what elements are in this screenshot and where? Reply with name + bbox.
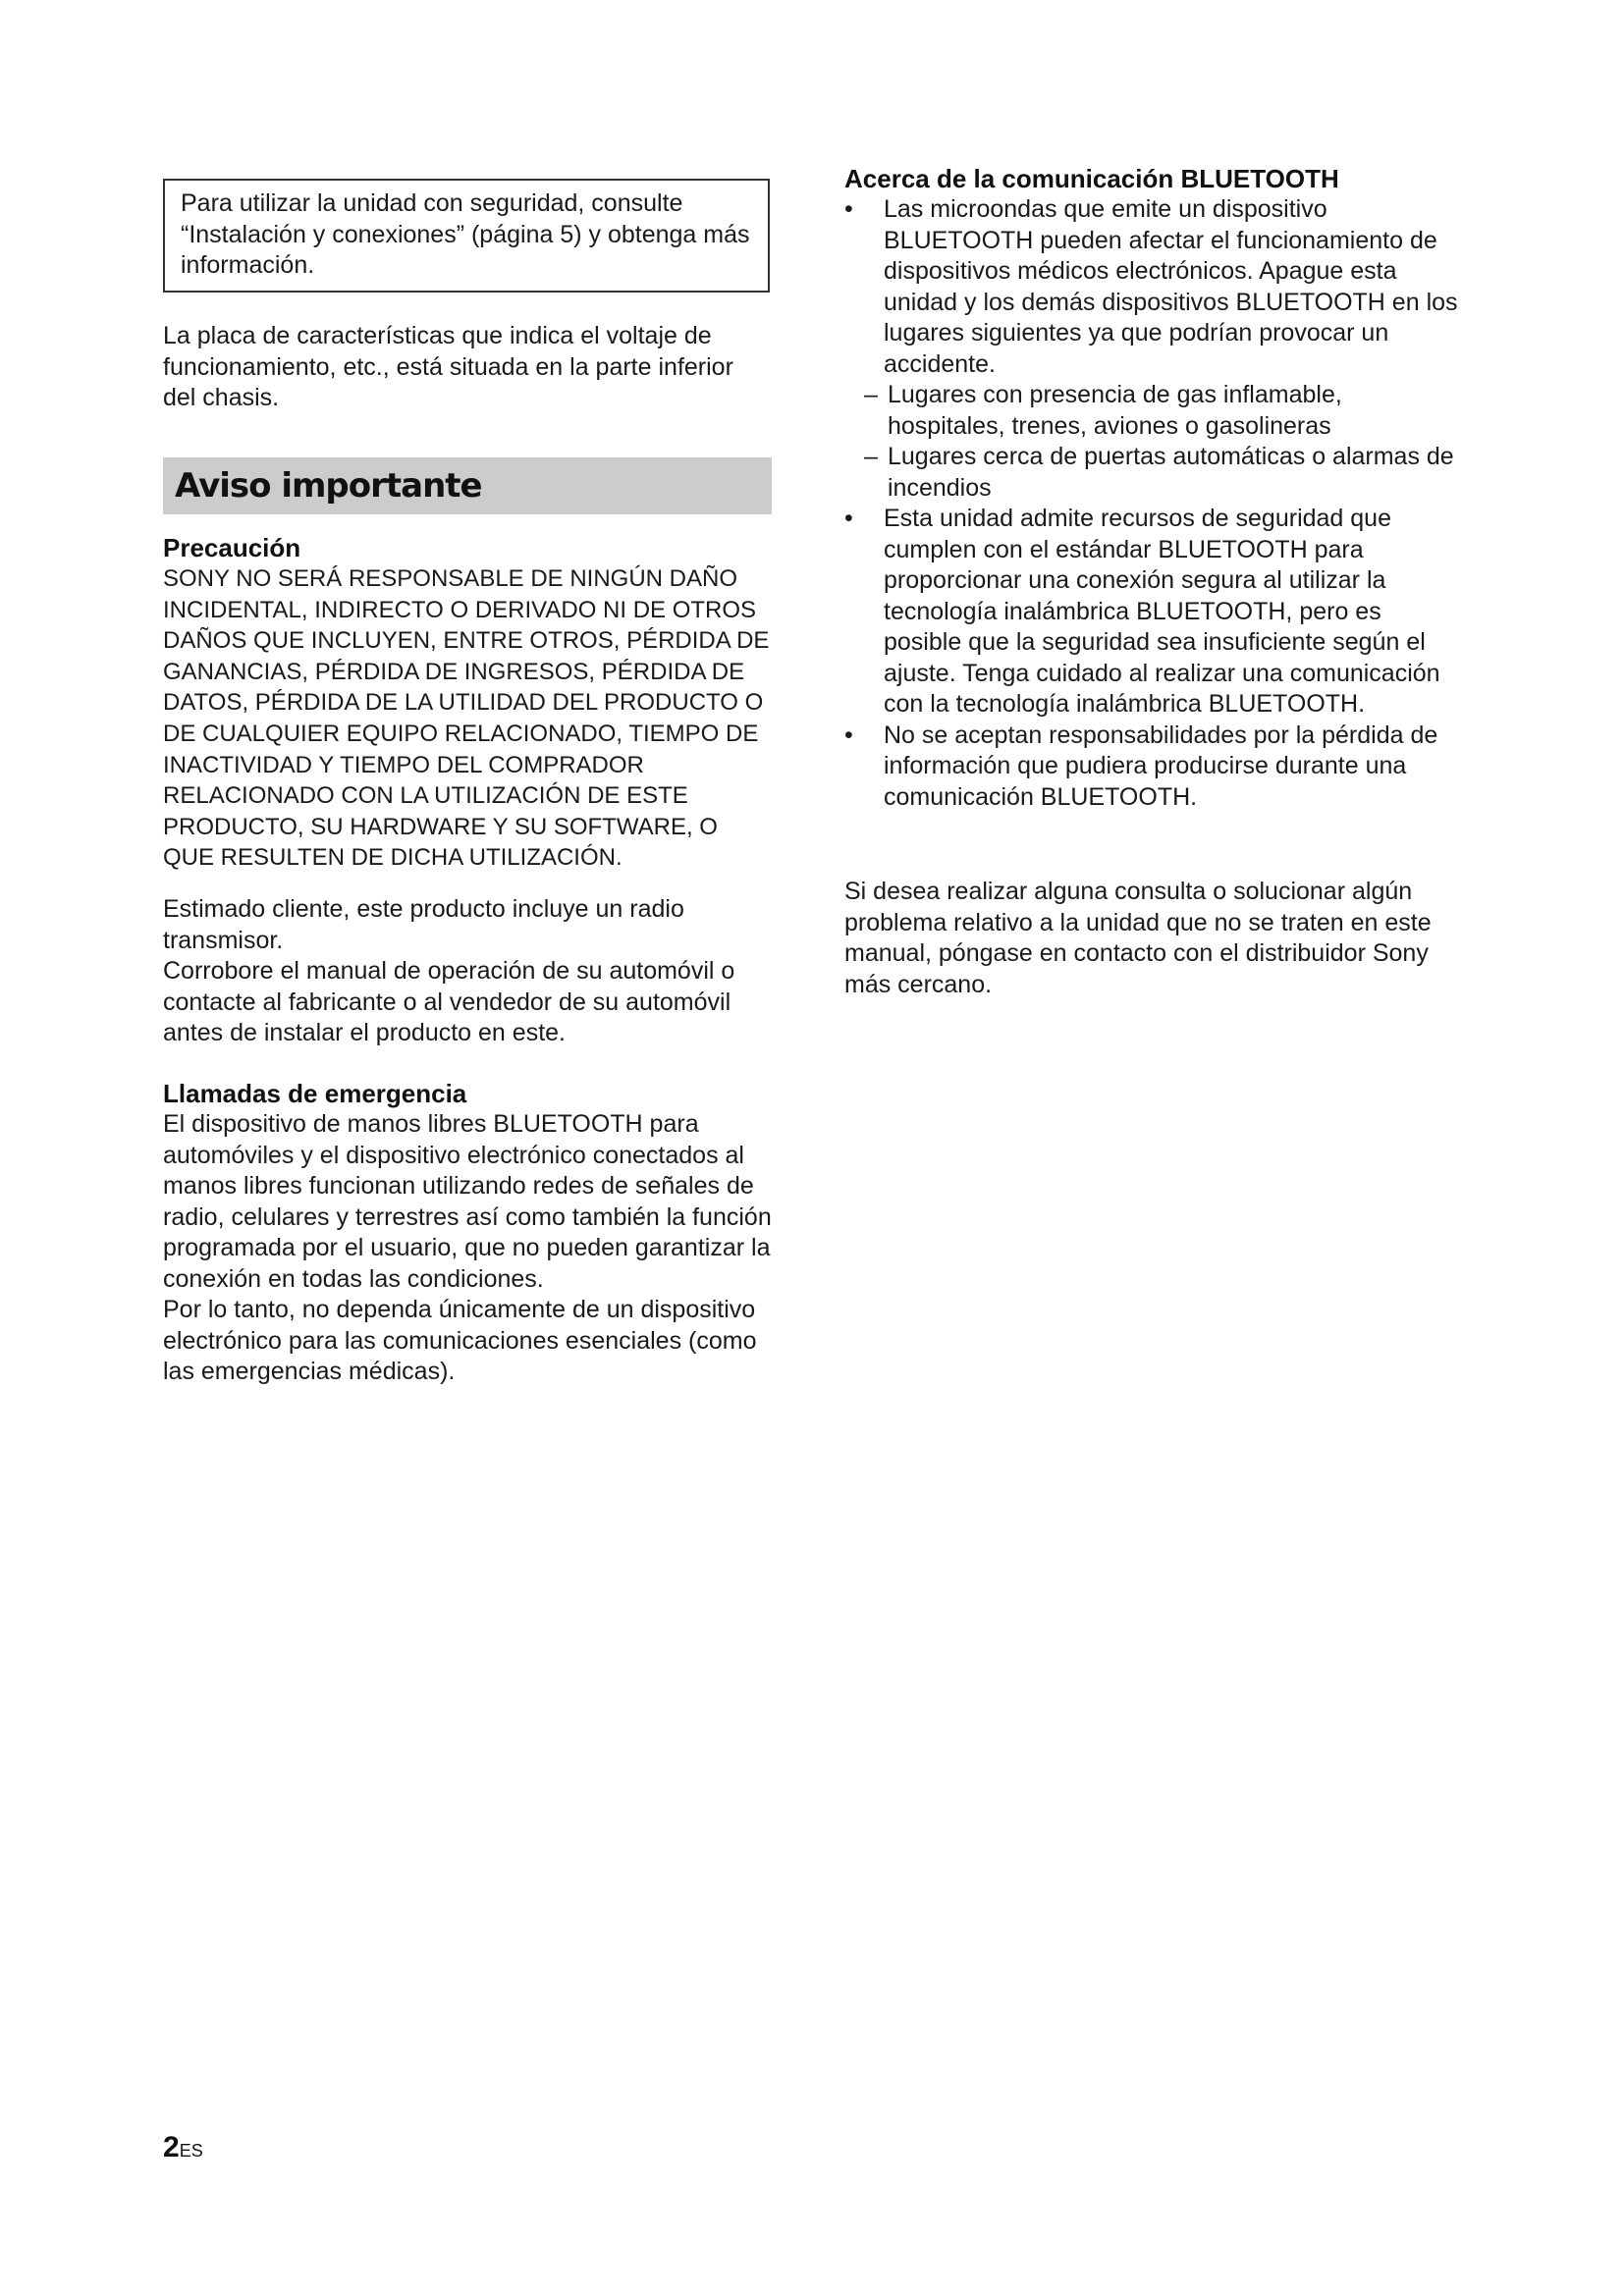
bluetooth-section: [844, 163, 1463, 813]
dash-icon: –: [864, 381, 878, 408]
list-item: [844, 504, 1463, 721]
list-item: [844, 194, 1463, 504]
bullet-text: Esta unidad admite recursos de seguridad que cumplen con el estándar BLUETOOTH para proporcionar una conexión segura al utilizar la tecnología inalámbrica BLUETOOTH, pero es posible que la seguridad sea insuficiente según el ajuste. Tenga cuidado al realizar una comunicación con la tecnología inalámbrica BLUETOOTH.: [884, 505, 1440, 718]
list-item: [844, 721, 1463, 814]
radio-transmitter-notice: [163, 894, 772, 1049]
support-contact-text: Si desea realizar alguna consulta o solucionar algún problema relativo a la unidad que no se traten en este manual, póngase en contacto con el distribuidor Sony más cercano.: [844, 878, 1432, 998]
page-language-code: ES: [179, 2141, 203, 2161]
bluetooth-heading: Acerca de la comunicación BLUETOOTH: [844, 164, 1339, 193]
vehicle-manual-paragraph: Corrobore el manual de operación de su automóvil o contacte al fabricante o al vendedor de su automóvil antes de instalar el producto en este.: [163, 957, 735, 1046]
safety-notice-box: [163, 179, 770, 293]
emergency-calls-heading: Llamadas de emergencia: [163, 1079, 467, 1108]
bullet-text: Las microondas que emite un dispositivo BLUETOOTH pueden afectar el funcionamiento de dispositivos médicos electrónicos. Apague esta unidad y los demás dispositivos BLUETOOTH en los lugares siguientes ya que podrían provocar un accidente.: [884, 195, 1458, 378]
bullet-icon: •: [844, 195, 853, 223]
sub-item-text: Lugares cerca de puertas automáticas o alarmas de incendios: [888, 443, 1454, 502]
section-title: Aviso importante: [175, 466, 482, 506]
precaution-heading: Precaución: [163, 533, 301, 562]
bullet-icon: •: [844, 721, 853, 749]
dash-icon: –: [864, 443, 878, 470]
customer-notice-paragraph: Estimado cliente, este producto incluye un radio transmisor.: [163, 895, 684, 954]
location-sub-list: [864, 380, 1463, 504]
safety-notice-text: Para utilizar la unidad con seguridad, consulte “Instalación y conexiones” (página 5) y obtenga más información.: [181, 189, 750, 279]
bullet-icon: •: [844, 505, 853, 532]
emergency-calls-paragraph-2: Por lo tanto, no dependa únicamente de un dispositivo electrónico para las comunicaciones esenciales (como las emergencias médicas).: [163, 1296, 757, 1385]
list-item: [864, 380, 1463, 442]
section-header: [163, 457, 772, 514]
page-number-value: 2: [163, 2131, 180, 2163]
precaution-text: SONY NO SERÁ RESPONSABLE DE NINGÚN DAÑO INCIDENTAL, INDIRECTO O DERIVADO NI DE OTROS DAÑOS QUE INCLUYEN, ENTRE OTROS, PÉRDIDA DE GANANCIAS, PÉRDIDA DE INGRESOS, PÉRDIDA DE DATOS, PÉRDIDA DE LA UTILIDAD DEL PRODUCTO O DE CUALQUIER EQUIPO RELACIONADO, TIEMPO DE INACTIVIDAD Y TIEMPO DEL COMPRADOR RELACIONADO CON LA UTILIZACIÓN DE ESTE PRODUCTO, SU HARDWARE Y SU SOFTWARE, O QUE RESULTEN DE DICHA UTILIZACIÓN.: [163, 565, 770, 872]
emergency-calls-paragraph-1: El dispositivo de manos libres BLUETOOTH para automóviles y el dispositivo electrónico conectados al manos libres funcionan utilizando redes de señales de radio, celulares y terrestres así como también la función programada por el usuario, que no pueden garantizar la conexión en todas las condiciones.: [163, 1110, 772, 1293]
bullet-text: No se aceptan responsabilidades por la pérdida de información que pudiera producirse durante una comunicación BLUETOOTH.: [884, 721, 1438, 811]
bluetooth-bullet-list: [844, 194, 1463, 813]
rating-plate-note: [163, 321, 772, 414]
page-number: [163, 2130, 203, 2168]
support-contact-note: [844, 877, 1463, 1000]
precaution-section: [163, 532, 772, 874]
sub-item-text: Lugares con presencia de gas inflamable, hospitales, trenes, aviones o gasolineras: [888, 381, 1342, 440]
emergency-calls-section: [163, 1078, 772, 1388]
list-item: [864, 442, 1463, 504]
rating-plate-text: La placa de características que indica el voltaje de funcionamiento, etc., está situada en la parte inferior del chasis.: [163, 322, 733, 411]
